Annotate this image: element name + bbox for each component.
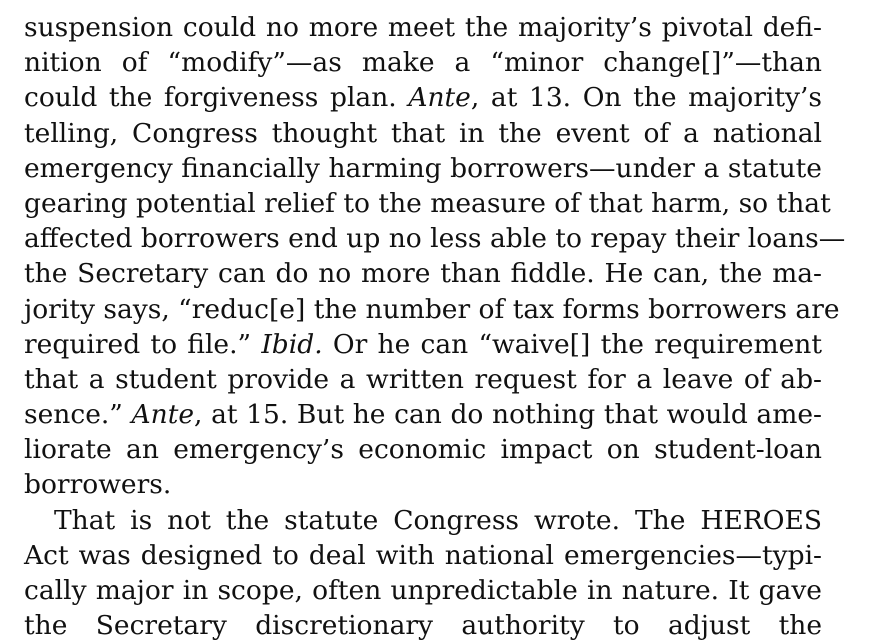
text-line: That is not the statute Congress wrote. The HEROES: [54, 504, 822, 536]
text-line: affected borrowers end up no less able to repay their loans—: [24, 223, 846, 255]
italic-citation: Ibid.: [261, 328, 323, 360]
text-line: sence.” Ante, at 15. But he can do nothing that would ame-: [24, 399, 822, 431]
text-line: nition of “modify”—as make a “minor change[]”—than: [24, 47, 822, 79]
text-line: the Secretary can do no more than fiddle. He can, the ma-: [24, 258, 822, 290]
text-line: borrowers.: [24, 469, 172, 501]
text-line: gearing potential relief to the measure of that harm, so that: [24, 187, 831, 219]
document-page: [24, 10, 846, 642]
text-line: could the forgiveness plan. Ante, at 13. On the majority’s: [24, 82, 822, 114]
paragraph-2: [24, 503, 822, 609]
text-line: Act was designed to deal with national emergencies—typi-: [24, 539, 822, 571]
italic-citation: Ante: [131, 399, 195, 431]
text-line: that a student provide a written request for a leave of ab-: [24, 363, 822, 395]
text-line: jority says, “reduc[e] the number of tax forms borrowers are: [24, 293, 840, 325]
paragraph-1: [24, 10, 846, 503]
text-line: required to file.” Ibid. Or he can “waive[] the requirement: [24, 328, 822, 360]
text-line: liorate an emergency’s economic impact on student-loan: [24, 434, 822, 466]
italic-citation: Ante: [408, 82, 471, 114]
text-line: emergency financially harming borrowers—under a statute: [24, 152, 822, 184]
clipped-line: the Secretary discretionary authority to adjust the: [24, 610, 822, 642]
text-line: cally major in scope, often unpredictable in nature. It gave: [24, 575, 822, 606]
text-line: suspension could no more meet the majority’s pivotal defi-: [24, 12, 822, 43]
text-line: telling, Congress thought that in the event of a national: [24, 117, 822, 149]
